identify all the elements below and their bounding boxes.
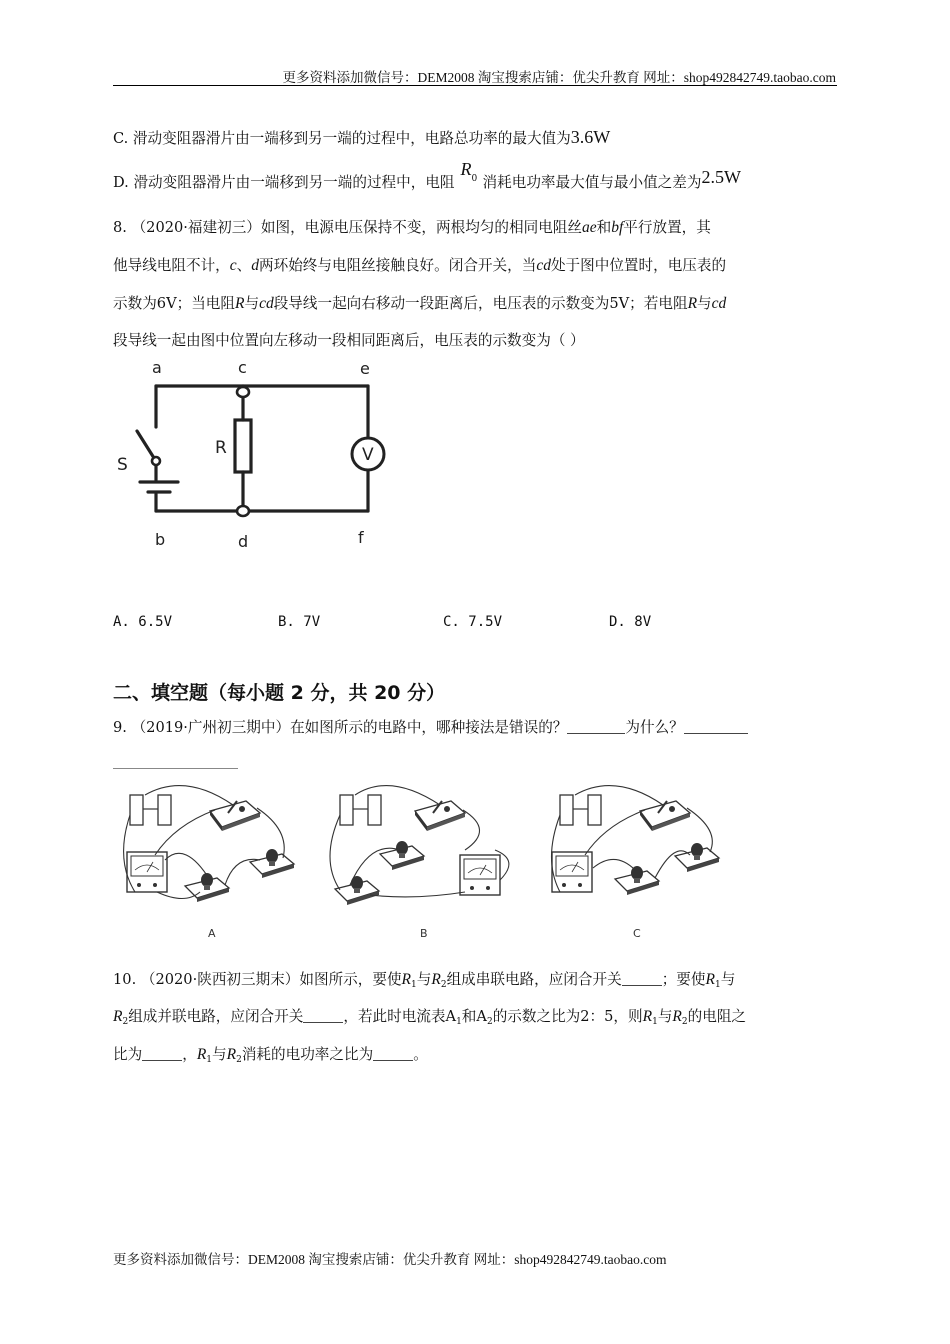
ammeter-icon: [460, 855, 500, 895]
q8-text: 、: [236, 257, 252, 274]
q7-option-d-text-after: 消耗电功率最大值与最小值之差为: [482, 174, 702, 191]
q10-line-3: [113, 1045, 428, 1070]
q10-var: R: [642, 1008, 653, 1025]
page-header: 更多资料添加微信号：DEM2008 淘宝搜索店铺：优尖升教育 网址：shop492842749.taobao.com: [282, 70, 836, 85]
q7-option-c: [113, 127, 610, 149]
q10-text: ，若此时电流表: [343, 1008, 446, 1025]
q8-choice-d: D. 8V: [609, 614, 652, 630]
switch-icon: [210, 801, 260, 831]
q8-line-4: 段导线一起由图中位置向左移动一段相同距离后，电压表的示数变为（ ）: [113, 332, 585, 349]
q10-text: 组成串联电路，应闭合开关: [446, 971, 622, 988]
q7-option-c-text: C. 滑动变阻器滑片由一端移到另一端的过程中，电路总功率的最大值为: [113, 130, 571, 147]
label-d: d: [238, 532, 249, 551]
label-c: c: [238, 358, 247, 377]
q9-figure-b: [330, 786, 509, 940]
q10-var: R: [431, 971, 441, 988]
q8-var: c: [229, 257, 237, 274]
q9-blank-2[interactable]: [684, 719, 748, 734]
q10-text: 消耗的电功率之比为: [241, 1046, 374, 1063]
q7-option-c-value: 3.6W: [570, 127, 611, 147]
q10-sub: 2: [122, 1017, 129, 1027]
q9-blank-continuation[interactable]: [113, 768, 238, 769]
q7-r0-symbol: R 0: [460, 159, 478, 184]
q10-var: R: [705, 971, 715, 988]
q10-blank-3[interactable]: [142, 1046, 182, 1061]
q10-sub: 2: [681, 1017, 688, 1027]
q8-text: 和: [596, 219, 612, 236]
q7-option-d: [113, 159, 741, 193]
q9-figure-c: [552, 786, 720, 940]
q8-var: bf: [611, 219, 624, 236]
q10-text: 比为: [113, 1046, 143, 1063]
label-r: R: [215, 438, 227, 458]
q9-figure-b-label: B: [420, 927, 428, 940]
battery-icon: [340, 795, 381, 825]
q9-blank-1[interactable]: [567, 719, 625, 734]
label-f: f: [358, 528, 364, 547]
q10-line-2: [113, 1007, 746, 1032]
q10-text: 。: [413, 1046, 428, 1063]
q10-text: 的电阻之: [687, 1008, 747, 1025]
q9-figure-c-label: C: [633, 927, 641, 940]
q10-text: 10. （2020·陕西初三期末）如图所示，要使: [113, 971, 402, 988]
q9-circuit-figures: [115, 780, 735, 945]
switch-blade: [137, 431, 154, 458]
q8-text: 段导线一起向右移动一段距离后，电压表的示数变为5V；若电阻: [273, 295, 688, 312]
label-s: S: [117, 455, 128, 475]
ammeter-icon: [127, 852, 167, 892]
q9-figure-a-label: A: [208, 927, 216, 940]
section-2-title: 二、填空题（每小题 2 分，共 20 分）: [113, 682, 446, 704]
q8-var: R: [687, 295, 698, 312]
q8-var: ae: [581, 219, 597, 236]
q8-circuit-diagram: [110, 355, 410, 555]
q8-text: 两环始终与电阻丝接触良好。闭合开关，当: [259, 257, 537, 274]
q10-var: R: [401, 971, 412, 988]
q8-text: 示数为6V；当电阻: [113, 295, 235, 312]
q7-option-d-text: D. 滑动变阻器滑片由一端移到另一端的过程中，电阻: [113, 174, 455, 191]
q10-line-1: [113, 970, 735, 995]
q10-text: ，: [182, 1046, 197, 1063]
q9-line-1: [113, 718, 748, 738]
header-divider: [113, 85, 837, 86]
q8-text: 平行放置，其: [623, 219, 711, 236]
q10-sub: 2: [486, 1017, 493, 1027]
q10-var: R: [113, 1008, 123, 1025]
bulb-icon: [675, 843, 719, 872]
switch-icon: [640, 801, 690, 831]
q10-sub: 1: [652, 1017, 658, 1027]
bulb-icon: [185, 873, 229, 902]
q10-text: 和: [461, 1008, 477, 1025]
battery-icon: [560, 795, 601, 825]
q10-sub: 1: [456, 1017, 462, 1027]
q8-line-2: [113, 256, 726, 276]
bulb-icon: [615, 866, 659, 895]
q10-text: 与: [720, 971, 736, 988]
q8-line-3: [113, 294, 726, 314]
q7-option-d-value: 2.5W: [701, 167, 741, 187]
q10-text: ；要使: [661, 971, 706, 988]
q10-var: R: [672, 1008, 682, 1025]
battery-icon: [130, 795, 171, 825]
bulb-icon: [380, 841, 424, 870]
q8-var: cd: [711, 295, 727, 312]
q10-var: R: [226, 1046, 237, 1063]
q10-sub: 2: [440, 980, 447, 990]
q9-text: 9. （2019·广州初三期中）在如图所示的电路中，哪种接法是错误的？: [113, 719, 568, 736]
switch-icon: [415, 801, 465, 831]
q10-text: 的示数之比为2：5，则: [492, 1008, 643, 1025]
q10-blank-4[interactable]: [373, 1046, 413, 1061]
q8-var: cd: [259, 295, 274, 312]
ring-c: [237, 387, 249, 397]
q10-var: A: [445, 1008, 457, 1025]
q8-choice-b: B. 7V: [278, 614, 321, 630]
q10-text: 组成并联电路，应闭合开关: [128, 1008, 304, 1025]
page-footer: 更多资料添加微信号：DEM2008 淘宝搜索店铺：优尖升教育 网址：shop492842749.taobao.com: [113, 1252, 667, 1267]
label-e: e: [360, 359, 370, 378]
voltmeter-label: V: [362, 445, 374, 465]
q9-text-2: 为什么？: [625, 719, 684, 736]
q10-sub: 1: [206, 1055, 213, 1065]
q8-text: 与: [244, 295, 260, 312]
q8-var: cd: [536, 257, 551, 274]
bulb-icon: [335, 876, 379, 905]
resistor-r: [235, 420, 251, 472]
q10-var: A: [476, 1008, 487, 1025]
q10-blank-1[interactable]: [622, 971, 662, 986]
q10-sub: 2: [236, 1055, 242, 1065]
q8-choice-c: C. 7.5V: [443, 614, 503, 630]
q10-sub: 1: [714, 980, 721, 990]
switch-pivot: [152, 457, 160, 465]
q8-text: 处于图中位置时，电压表的: [550, 257, 727, 274]
bulb-icon: [250, 849, 294, 878]
q8-line-1: [113, 218, 711, 238]
q9-figure-a: [124, 786, 294, 940]
q10-var: R: [196, 1046, 207, 1063]
label-b: b: [155, 530, 166, 549]
q8-text: 8. （2020·福建初三）如图，电源电压保持不变，两根均匀的相同电阻丝: [113, 219, 582, 236]
q8-text: 与: [697, 295, 712, 312]
q10-text: 与: [657, 1008, 673, 1025]
q10-blank-2[interactable]: [303, 1008, 343, 1023]
q8-var: d: [251, 257, 260, 274]
q8-text: 他导线电阻不计，: [113, 257, 230, 274]
q8-var: R: [234, 295, 245, 312]
ammeter-icon: [552, 852, 592, 892]
label-a: a: [152, 358, 162, 377]
ring-d: [237, 506, 249, 516]
q8-choice-a: A. 6.5V: [113, 614, 173, 630]
q10-text: 与: [416, 971, 432, 988]
q10-text: 与: [212, 1046, 227, 1063]
q10-sub: 1: [411, 980, 417, 990]
